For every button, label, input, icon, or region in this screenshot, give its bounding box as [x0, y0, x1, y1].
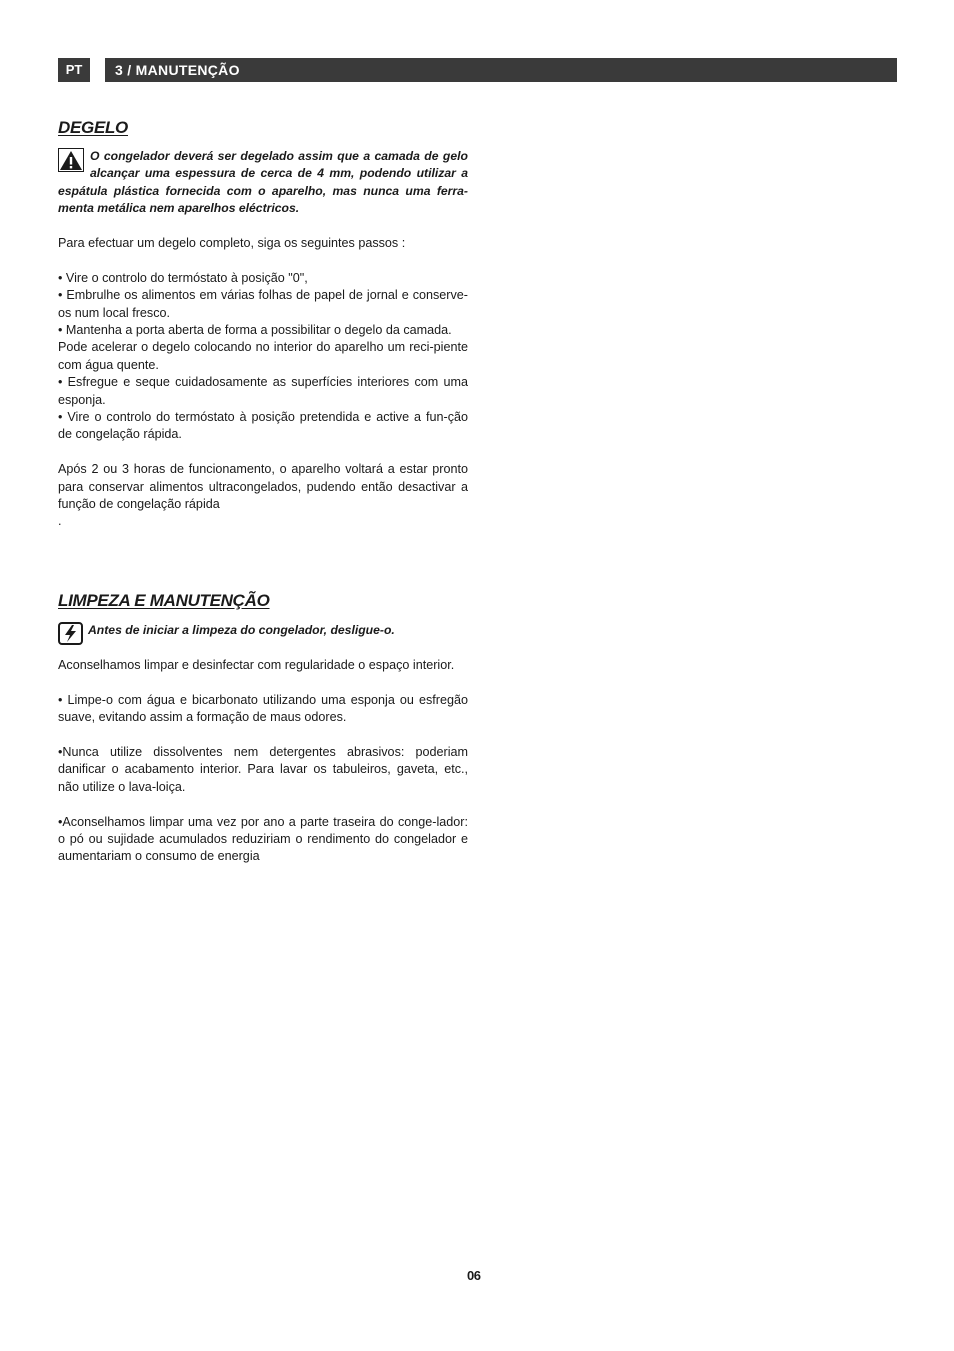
warning-triangle-icon: [58, 148, 84, 172]
degelo-step: • Vire o controlo do termóstato à posição "0",: [58, 270, 308, 285]
degelo-step: • Embrulhe os alimentos em várias folhas de papel de jornal e conserve-os num local fresco.: [58, 288, 468, 320]
page-number: 06: [467, 1268, 481, 1283]
degelo-warning-text: O congelador deverá ser degelado assim que a camada de gelo alcançar uma espessura de cerca de 4 mm, podendo utilizar a espátula plástica fornecida com o aparelho, mas nunca uma ferra-menta metálica nem aparelhos eléctricos.: [58, 149, 468, 216]
language-tag: PT: [58, 58, 90, 82]
limpeza-warning: [58, 622, 468, 639]
degelo-intro: Para efectuar um degelo completo, siga os seguintes passos :: [58, 236, 406, 251]
degelo-dot: .: [58, 514, 62, 529]
degelo-section: [58, 118, 468, 531]
limpeza-title: LIMPEZA E MANUTENÇÃO: [58, 591, 270, 610]
limpeza-item: •Nunca utilize dissolventes nem detergentes abrasivos: poderiam danificar o acabamento interior. Para lavar os tabuleiros, gaveta, etc., não utilize o lava-loiça.: [58, 745, 468, 794]
degelo-step: Pode acelerar o degelo colocando no interior do aparelho um reci-piente com água quente.: [58, 340, 468, 372]
degelo-after: Após 2 ou 3 horas de funcionamento, o aparelho voltará a estar pronto para conservar alimentos ultracongelados, pudendo então desactivar a função de congelação rápida: [58, 462, 468, 512]
degelo-warning: [58, 148, 468, 218]
degelo-title: DEGELO: [58, 118, 128, 137]
limpeza-intro: Aconselhamos limpar e desinfectar com regularidade o espaço interior.: [58, 658, 455, 672]
degelo-step: • Esfregue e seque cuidadosamente as superfícies interiores com uma esponja.: [58, 375, 468, 407]
section-header: 3 / MANUTENÇÃO: [105, 58, 897, 82]
limpeza-item: •Aconselhamos limpar uma vez por ano a parte traseira do conge-lador: o pó ou sujidade acumulados reduziriam o rendimento do congelador e aumentariam o consumo de energia: [58, 814, 468, 864]
limpeza-item: • Limpe-o com água e bicarbonato utilizando uma esponja ou esfregão suave, evitando assim a formação de maus odores.: [58, 692, 468, 725]
degelo-step: • Vire o controlo do termóstato à posição pretendida e active a fun-ção de congelação rápida.: [58, 410, 468, 442]
limpeza-section: [58, 591, 468, 866]
limpeza-warning-text: Antes de iniciar a limpeza do congelador, desligue-o.: [88, 623, 395, 637]
electric-hazard-icon: [58, 622, 83, 645]
degelo-step: • Mantenha a porta aberta de forma a possibilitar o degelo da camada.: [58, 323, 452, 338]
